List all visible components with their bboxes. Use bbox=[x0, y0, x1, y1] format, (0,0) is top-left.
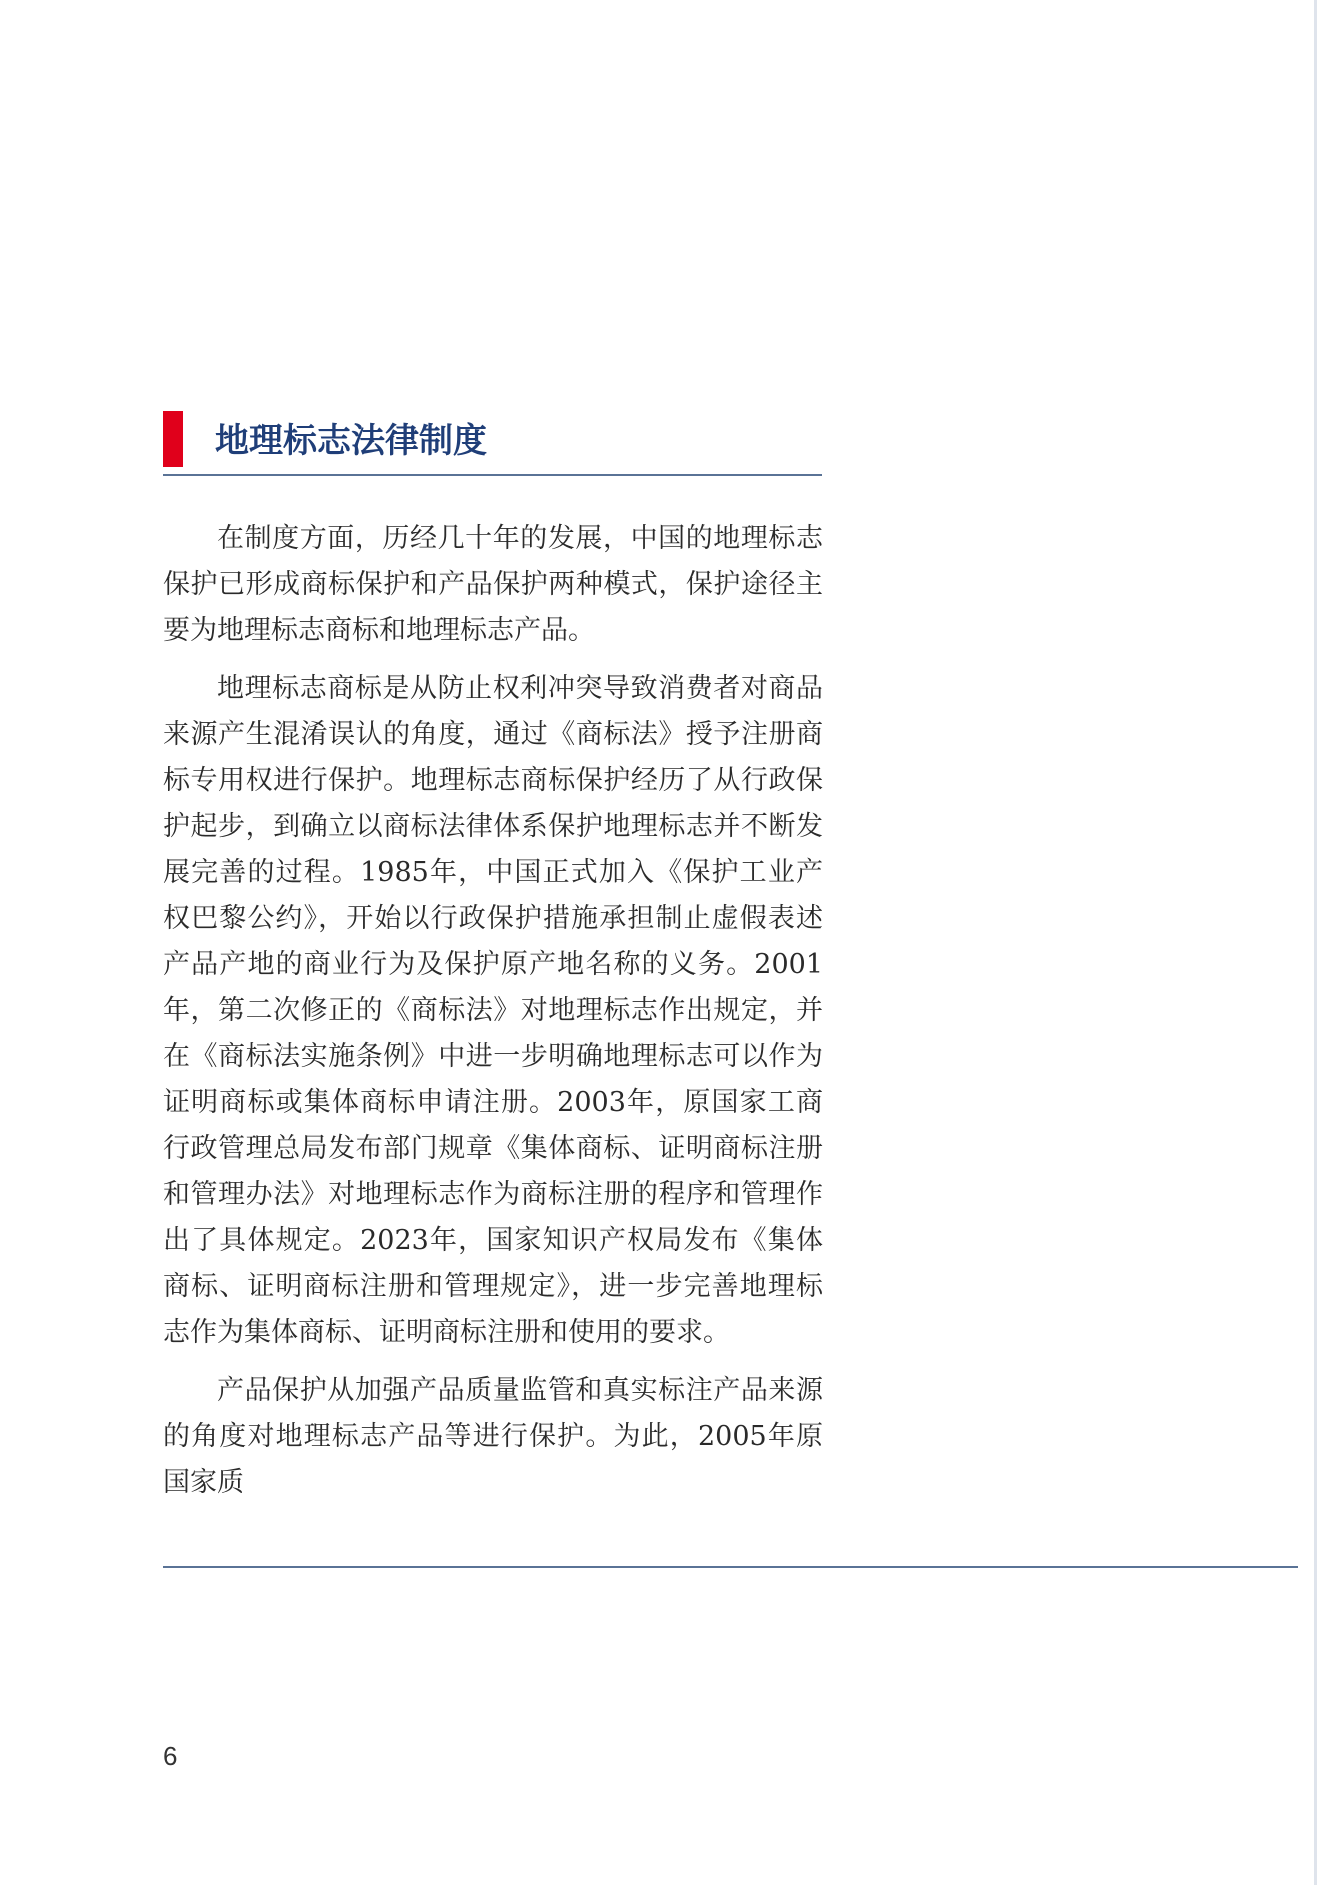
page-edge-line bbox=[1314, 0, 1317, 1885]
body-text bbox=[163, 516, 823, 1518]
section-marker-bar bbox=[163, 411, 183, 467]
paragraph-2: 地理标志商标是从防止权利冲突导致消费者对商品来源产生混淆误认的角度，通过《商标法》授予注册商标专用权进行保护。地理标志商标保护经历了从行政保护起步，到确立以商标法律体系保护地理标志并不断发展完善的过程。1985年，中国正式加入《保护工业产权巴黎公约》，开始以行政保护措施承担制止虚假表述产品产地的商业行为及保护原产地名称的义务。2001年，第二次修正的《商标法》对地理标志作出规定，并在《商标法实施条例》中进一步明确地理标志可以作为证明商标或集体商标申请注册。2003年，原国家工商行政管理总局发布部门规章《集体商标、证明商标注册和管理办法》对地理标志作为商标注册的程序和管理作出了具体规定。2023年，国家知识产权局发布《集体商标、证明商标注册和管理规定》，进一步完善地理标志作为集体商标、证明商标注册和使用的要求。 bbox=[163, 673, 823, 1348]
page-number: 6 bbox=[163, 1741, 178, 1771]
paragraph-3: 产品保护从加强产品质量监管和真实标注产品来源的角度对地理标志产品等进行保护。为此，2005年原国家质 bbox=[163, 1375, 823, 1498]
section-header bbox=[163, 411, 822, 476]
footer-rule bbox=[163, 1566, 1298, 1568]
paragraph-1: 在制度方面，历经几十年的发展，中国的地理标志保护已形成商标保护和产品保护两种模式，保护途径主要为地理标志商标和地理标志产品。 bbox=[163, 523, 823, 646]
section-title: 地理标志法律制度 bbox=[215, 421, 487, 461]
